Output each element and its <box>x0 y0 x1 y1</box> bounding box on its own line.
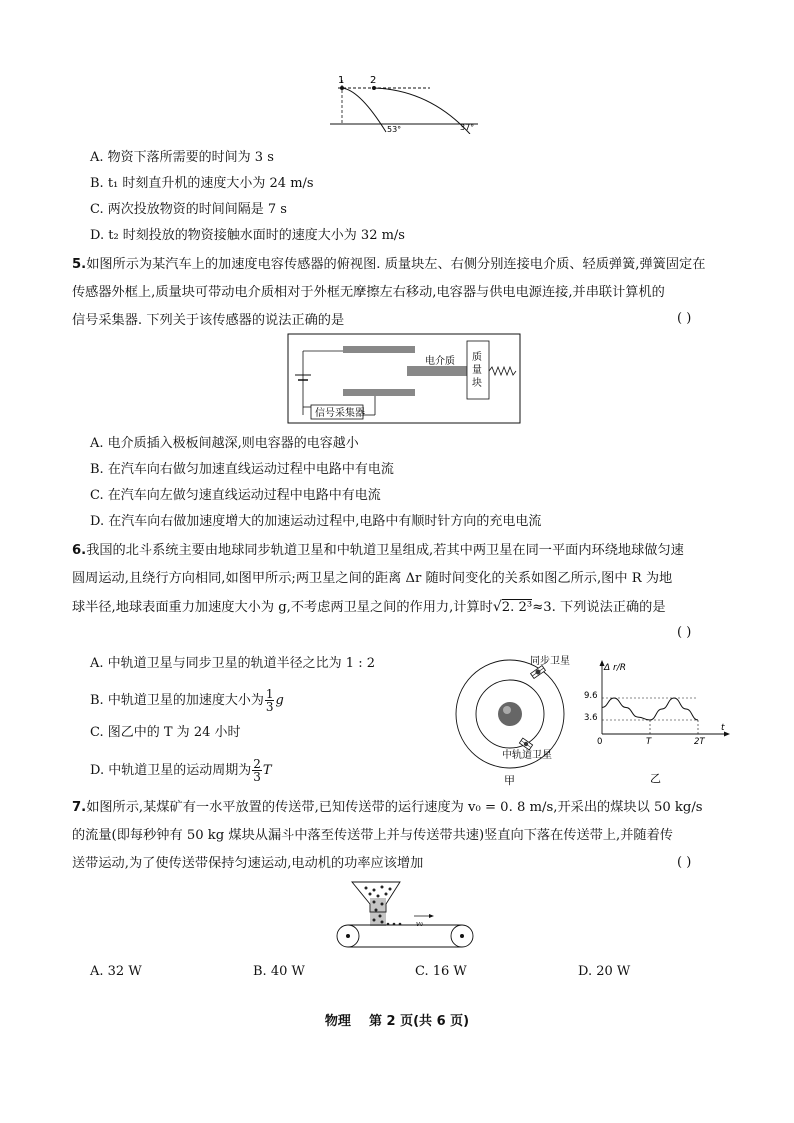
q6-stem-line3b: ≈3. 下列说法正确的是 <box>532 600 666 615</box>
q6-distance-chart <box>582 660 732 790</box>
q6-option-b-g: g <box>275 693 284 708</box>
q6-chart-ylabel: Δ r/R <box>604 663 627 673</box>
q7-stem <box>72 794 712 878</box>
q7-option-d[interactable]: D. 20 W <box>578 964 631 979</box>
q6-chart-ytick-high: 9.6 <box>584 691 598 701</box>
q6-option-d[interactable] <box>90 758 272 783</box>
q6-chart-xtick-2T: 2T <box>694 737 705 747</box>
q5-option-c[interactable]: C. 在汽车向左做匀速直线运动过程中电路中有电流 <box>90 488 381 503</box>
q7-stem-line2: 的流量(即每秒钟有 50 kg 煤块从漏斗中落至传送带上并与传送带共速)竖直向下落在传送带上,并随着传 <box>72 828 673 843</box>
q7-conveyor-figure <box>330 878 480 956</box>
q6-chart-ytick-low: 3.6 <box>584 713 598 723</box>
q6-stem-sqrt: 2. 2³ <box>501 600 533 615</box>
q6-chart-series-line <box>602 698 698 720</box>
q5-collector-label: 信号采集器 <box>315 408 365 419</box>
q7-v0-label: v₀ <box>416 920 423 928</box>
q6-option-b-den: 3 <box>265 700 274 714</box>
q6-stem: 6.我国的北斗系统主要由地球同步轨道卫星和中轨道卫星组成,若其中两卫星在同一平面内环绕地球做匀速 圆周运动,且绕行方向相同,如图甲所示;两卫星之间的距离 Δr 随时间变化的关系如图乙所示,图中 R 为地 球半径,地球表面重力加速度大小为 g,不考虑两卫星之间的作用力,计算时√2. 2³≈3. 下列说法正确的是 <box>72 537 712 622</box>
q5-sensor-figure <box>287 333 523 426</box>
q6-option-d-text: D. 中轨道卫星的运动周期为 <box>90 763 252 778</box>
q5-option-d[interactable]: D. 在汽车向右做加速度增大的加速运动过程中,电路中有顺时针方向的充电电流 <box>90 514 542 529</box>
q7-option-b[interactable]: B. 40 W <box>253 964 305 979</box>
q5-stem-line1: 如图所示为某汽车上的加速度电容传感器的俯视图. 质量块左、右侧分别连接电介质、轻质弹簧,弹簧固定在 <box>86 257 706 272</box>
q4-point2-label: 2 <box>370 75 377 86</box>
mid-satellite-icon <box>519 738 532 750</box>
q6-mid-sat-label: 中轨道卫星 <box>502 750 552 761</box>
q5-option-a[interactable]: A. 电介质插入极板间越深,则电容器的电容越小 <box>90 436 359 451</box>
q7-option-a[interactable]: A. 32 W <box>90 964 142 979</box>
q6-sync-sat-label: 同步卫星 <box>530 656 570 667</box>
q6-number: 6. <box>72 543 87 558</box>
q6-chart-xtick-0: 0 <box>597 737 603 747</box>
q5-stem <box>72 251 712 335</box>
q7-number: 7. <box>72 800 87 815</box>
q6-option-d-T: T <box>262 763 272 778</box>
q6-stem-line3a: 球半径,地球表面重力加速度大小为 g,不考虑两卫星之间的作用力,计算时 <box>72 600 493 615</box>
q5-dielectric-label: 电介质 <box>425 356 455 367</box>
q6-orbit-figure <box>452 652 584 790</box>
q5-number: 5. <box>72 257 87 272</box>
q6-stem-line2: 圆周运动,且绕行方向相同,如图甲所示;两卫星之间的距离 Δr 随时间变化的关系如图乙所示,图中 R 为地 <box>72 571 673 586</box>
q6-option-b[interactable] <box>90 688 284 713</box>
q5-mass-label-1: 质 <box>472 352 482 363</box>
q6-chart-xtick-T: T <box>646 737 652 747</box>
q5-stem-line2: 传感器外框上,质量块可带动电介质相对于外框无摩擦左右移动,电容器与供电电源连接,并串联计算机的 <box>72 285 665 300</box>
q5-stem-line3: 信号采集器. 下列关于该传感器的说法正确的是 <box>72 313 345 328</box>
q4-trajectory-figure <box>330 72 480 134</box>
q7-stem-line3: 送带运动,为了使传送带保持匀速运动,电动机的功率应该增加 <box>72 856 424 871</box>
q6-option-c[interactable]: C. 图乙中的 T 为 24 小时 <box>90 725 241 740</box>
q6-option-b-fraction <box>265 688 275 713</box>
q6-fig-yi-caption: 乙 <box>650 772 661 785</box>
q7-answer-paren[interactable]: ( ) <box>677 855 692 870</box>
q7-option-c[interactable]: C. 16 W <box>415 964 467 979</box>
q6-option-b-text: B. 中轨道卫星的加速度大小为 <box>90 693 264 708</box>
q4-option-c[interactable]: C. 两次投放物资的时间间隔是 7 s <box>90 202 287 217</box>
q6-fig-jia-caption: 甲 <box>504 774 515 787</box>
q4-option-a[interactable]: A. 物资下落所需要的时间为 3 s <box>90 150 274 165</box>
q6-stem-line1: 我国的北斗系统主要由地球同步轨道卫星和中轨道卫星组成,若其中两卫星在同一平面内环绕地球做匀速 <box>86 543 684 558</box>
earth <box>498 702 522 726</box>
q6-chart-xlabel: t <box>721 723 725 733</box>
q5-answer-paren[interactable]: ( ) <box>677 311 692 326</box>
q4-angle1-label: 53° <box>387 125 402 134</box>
q4-point1-label: 1 <box>338 75 345 86</box>
q5-mass-label-3: 块 <box>472 378 482 389</box>
q6-option-b-num: 1 <box>265 687 274 701</box>
q4-option-b[interactable]: B. t₁ 时刻直升机的速度大小为 24 m/s <box>90 176 314 191</box>
q6-option-d-den: 3 <box>253 770 261 784</box>
q6-option-a[interactable]: A. 中轨道卫星与同步卫星的轨道半径之比为 1 : 2 <box>90 656 375 671</box>
q6-option-d-fraction <box>252 758 262 783</box>
q6-answer-paren[interactable]: ( ) <box>677 625 692 640</box>
q7-stem-line1: 如图所示,某煤矿有一水平放置的传送带,已知传送带的运行速度为 v₀ = 0. 8 m/s,开采出的煤块以 50 kg/s <box>86 800 703 815</box>
q6-option-d-num: 2 <box>253 757 261 771</box>
q4-option-d[interactable]: D. t₂ 时刻投放的物资接触水面时的速度大小为 32 m/s <box>90 228 405 243</box>
q5-option-b[interactable]: B. 在汽车向右做匀加速直线运动过程中电路中有电流 <box>90 462 394 477</box>
q4-angle2-label: 37° <box>460 123 475 132</box>
page-footer: 物理 第 2 页(共 6 页) <box>324 1014 470 1029</box>
q5-mass-label-2: 量 <box>472 365 482 376</box>
